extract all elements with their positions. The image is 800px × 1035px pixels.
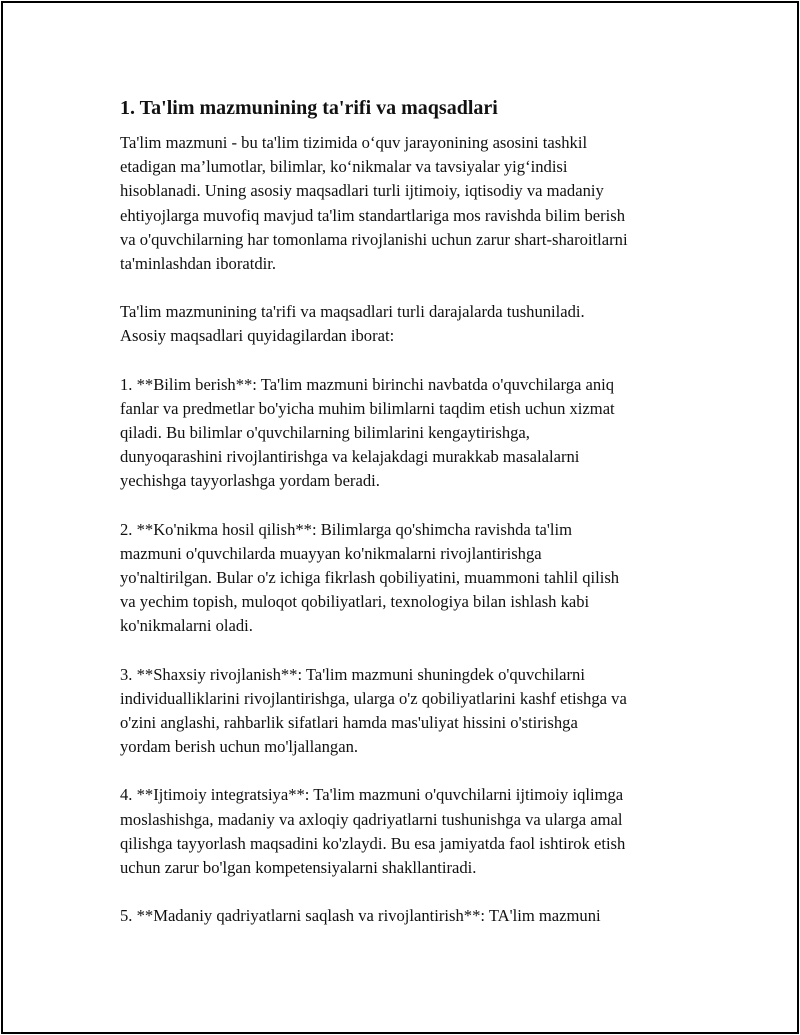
paragraph-goals-intro xyxy=(120,300,690,348)
paragraph-item-3 xyxy=(120,663,690,760)
paragraph-item-1 xyxy=(120,373,690,494)
text-line: hisoblanadi. Uning asosiy maqsadlari turli ijtimoiy, iqtisodiy va madaniy xyxy=(120,181,604,201)
text-line: 4. **Ijtimoiy integratsiya**: Ta'lim mazmuni o'quvchilarni ijtimoiy iqlimga xyxy=(120,785,624,805)
text-line: va o'quvchilarning har tomonlama rivojlanishi uchun zarur shart-sharoitlarni xyxy=(120,229,628,249)
text-line: 1. **Bilim berish**: Ta'lim mazmuni birinchi navbatda o'quvchilarga aniq xyxy=(120,374,615,394)
text-line: qilishga tayyorlash maqsadini ko'zlaydi. Bu esa jamiyatda faol ishtirok etish xyxy=(120,833,626,853)
paragraph-intro xyxy=(120,131,690,276)
text-line: fanlar va predmetlar bo'yicha muhim bilimlarni taqdim etish uchun xizmat xyxy=(120,398,615,418)
text-line: uchun zarur bo'lgan kompetensiyalarni shakllantiradi. xyxy=(120,858,477,878)
paragraph-item-5 xyxy=(120,904,690,928)
text-line: individualliklarini rivojlantirishga, ularga o'z qobiliyatlarini kashf etishga va xyxy=(120,688,627,708)
text-line: yechishga tayyorlashga yordam beradi. xyxy=(120,471,380,491)
text-line: Asosiy maqsadlari quyidagilardan iborat: xyxy=(120,326,395,346)
text-line: ko'nikmalarni oladi. xyxy=(120,616,253,636)
paragraph-item-2 xyxy=(120,518,690,639)
text-line: mazmuni o'quvchilarda muayyan ko'nikmalarni rivojlantirishga xyxy=(120,543,542,563)
document-page xyxy=(1,1,799,1034)
text-line: ehtiyojlarga muvofiq mavjud ta'lim standartlariga mos ravishda bilim berish xyxy=(120,205,625,225)
section-heading: 1. Ta'lim mazmunining ta'rifi va maqsadlari xyxy=(120,97,498,119)
text-line: 3. **Shaxsiy rivojlanish**: Ta'lim mazmuni shuningdek o'quvchilarni xyxy=(120,664,585,684)
text-line: yo'naltirilgan. Bular o'z ichiga fikrlash qobiliyatini, muammoni tahlil qilish xyxy=(120,568,620,588)
document-content xyxy=(120,95,690,952)
text-line: va yechim topish, muloqot qobiliyatlari, texnologiya bilan ishlash kabi xyxy=(120,592,590,612)
text-line: 5. **Madaniy qadriyatlarni saqlash va rivojlantirish**: TA'lim mazmuni xyxy=(120,906,601,926)
text-line: dunyoqarashini rivojlantirishga va kelajakdagi murakkab masalalarni xyxy=(120,447,580,467)
text-line: moslashishga, madaniy va axloqiy qadriyatlarni tushunishga va ularga amal xyxy=(120,809,623,829)
text-line: Ta'lim mazmunining ta'rifi va maqsadlari turli darajalarda tushuniladi. xyxy=(120,302,585,322)
text-line: o'zini anglashi, rahbarlik sifatlari hamda mas'uliyat hissini o'stirishga xyxy=(120,713,578,733)
text-line: ta'minlashdan iboratdir. xyxy=(120,254,276,274)
paragraph-item-4 xyxy=(120,783,690,880)
text-line: Ta'lim mazmuni - bu ta'lim tizimida o‘quv jarayonining asosini tashkil xyxy=(120,133,588,152)
text-line: qiladi. Bu bilimlar o'quvchilarning bilimlarini kengaytirishga, xyxy=(120,423,530,443)
text-line: etadigan ma’lumotlar, bilimlar, ko‘nikmalar va tavsiyalar yig‘indisi xyxy=(120,157,568,177)
text-line: yordam berish uchun mo'ljallangan. xyxy=(120,737,359,757)
text-line: 2. **Ko'nikma hosil qilish**: Bilimlarga qo'shimcha ravishda ta'lim xyxy=(120,519,573,539)
